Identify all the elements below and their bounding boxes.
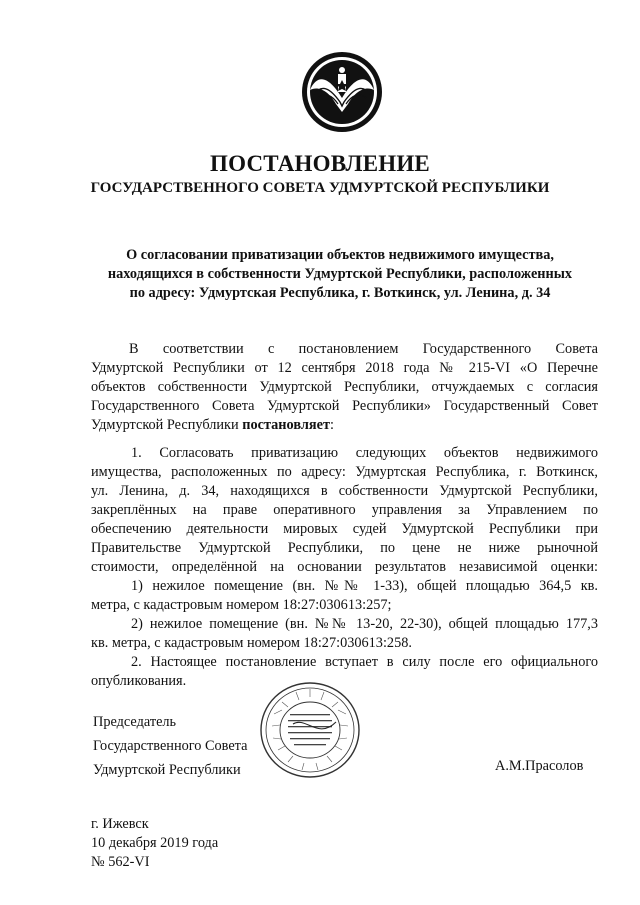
subject-line: по адресу: Удмуртская Республика, г. Воткинск, ул. Ленина, д. 34 — [129, 285, 551, 301]
document-footer — [91, 815, 218, 872]
signatory-name: А.М.Прасолов — [495, 758, 584, 774]
document-number: № 562-VI — [91, 854, 150, 870]
body-line: кв. метра, с кадастровым номером 18:27:030613:258. — [91, 635, 412, 651]
signatory-position-line: Председатель — [93, 714, 177, 730]
body-line: закреплённых на праве оперативного управления за Управлением по — [91, 502, 598, 518]
preamble-line: Удмуртской Республики от 12 сентября 2018 года № 215-VI «О Перечне — [91, 360, 598, 376]
preamble-line — [91, 416, 598, 435]
subject-line: находящихся в собственности Удмуртской Республики, расположенных — [107, 266, 573, 282]
document-title: ПОСТАНОВЛЕНИЕ — [210, 151, 430, 176]
resolution-body — [91, 444, 598, 691]
preamble-text: : — [329, 417, 334, 433]
preamble-line: В соответствии с постановлением Государственного Совета — [129, 341, 598, 357]
document-subtitle: ГОСУДАРСТВЕННОГО СОВЕТА УДМУРТСКОЙ РЕСПУБЛИКИ — [90, 180, 550, 196]
body-line: обеспечению деятельности мировых судей Удмуртской Республики при — [91, 521, 598, 537]
issue-place: г. Ижевск — [91, 816, 149, 832]
preamble-line: объектов собственности Удмуртской Республики, отчуждаемых с согласия — [91, 379, 598, 395]
subject-line: О согласовании приватизации объектов недвижимого имущества, — [126, 247, 554, 263]
body-line: ул. Ленина, д. 34, находящихся в собственности Удмуртской Республики, — [91, 483, 598, 499]
body-line: 1) нежилое помещение (вн. №№ 1-33), общей площадью 364,5 кв. — [131, 578, 598, 594]
body-line: 1. Согласовать приватизацию следующих объектов недвижимого — [131, 445, 598, 461]
official-stamp-icon — [258, 680, 362, 780]
issue-date: 10 декабря 2019 года — [91, 835, 219, 851]
body-line: опубликования. — [91, 673, 187, 689]
signatory-position-line: Государственного Совета — [93, 738, 248, 754]
udmurtia-emblem-icon — [300, 50, 384, 134]
resolution-keyword: постановляет — [242, 417, 330, 433]
body-line: метра, с кадастровым номером 18:27:030613:257; — [91, 597, 392, 613]
body-line: имущества, расположенных по адресу: Удмуртская Республика, г. Воткинск, — [91, 464, 598, 480]
body-line: 2) нежилое помещение (вн. №№ 13-20, 22-30), общей площадью 177,3 — [131, 616, 598, 632]
preamble-text: Удмуртской Республики — [91, 417, 243, 433]
preamble-paragraph — [91, 340, 598, 435]
body-line: 2. Настоящее постановление вступает в силу после его официального — [131, 654, 598, 670]
document-subject — [60, 246, 620, 303]
signature-block — [93, 710, 247, 782]
preamble-line: Государственного Совета Удмуртской Республики» Государственный Совет — [91, 398, 598, 414]
body-line: стоимости, определённой на основании результатов независимой оценки: — [91, 559, 598, 575]
body-line: Правительстве Удмуртской Республики, по цене не ниже рыночной — [91, 540, 598, 556]
signatory-position-line: Удмуртской Республики — [93, 762, 241, 778]
